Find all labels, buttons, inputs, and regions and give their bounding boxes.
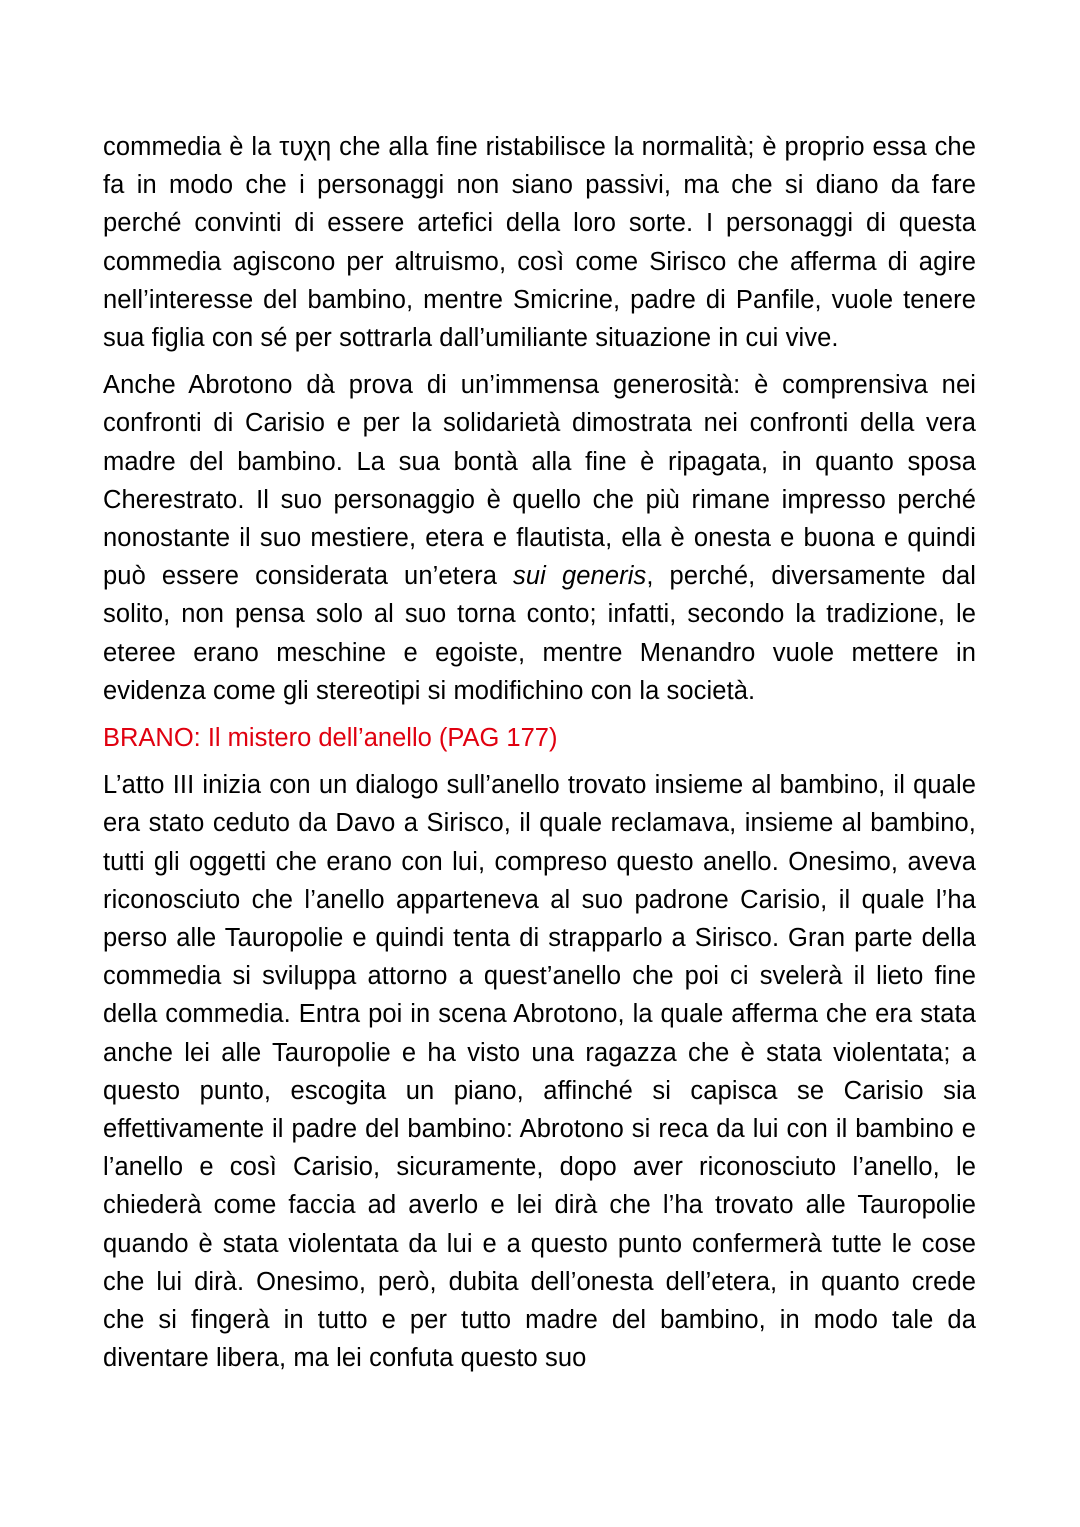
paragraph-abrotono-text-2: , perché, diversamente dal solito, non pensa solo al suo torna conto; infatti, secondo la tradizione, le eteree erano meschine e egoiste, mentre Menandro vuole mettere in evidenza come gli stereotipi si modifichino con la società. [103, 562, 976, 705]
document-page [103, 128, 976, 1378]
paragraph-abrotono [103, 366, 976, 710]
paragraph-abrotono-text-1: Anche Abrotono dà prova di un’immensa generosità: è comprensiva nei confronti di Carisio e per la solidarietà dimostrata nei confronti della vera madre del bambino. La sua bontà alla fine è ripagata, in quanto sposa Cherestrato. Il suo personaggio è quello che più rimane impresso perché nonostante il suo mestiere, etera e flautista, ella è onesta e buona e quindi può essere considerata un’etera [103, 371, 976, 591]
paragraph-commedia-tyche: commedia è la τυχη che alla fine ristabilisce la normalità; è proprio essa che fa in modo che i personaggi non siano passivi, ma che si diano da fare perché convinti di essere artefici della loro sorte. I personaggi di questa commedia agiscono per altruismo, così come Sirisco che afferma di agire nell’interesse del bambino, mentre Smicrine, padre di Panfile, vuole tenere sua figlia con sé per sottrarla dall’umiliante situazione in cui vive. [103, 133, 976, 353]
paragraph-atto-terzo: L’atto III inizia con un dialogo sull’anello trovato insieme al bambino, il quale era stato ceduto da Davo a Sirisco, il quale reclamava, insieme al bambino, tutti gli oggetti che erano con lui, compreso questo anello. Onesimo, aveva riconosciuto che l’anello apparteneva al suo padrone Carisio, il quale l’ha perso alle Tauropolie e quindi tenta di strapparlo a Sirisco. Gran parte della commedia si sviluppa attorno a quest’anello che poi ci svelerà il lieto fine della commedia. Entra poi in scena Abrotono, la quale afferma che era stata anche lei alle Tauropolie e ha visto una ragazza che è stata violentata; a questo punto, escogita un piano, affinché si capisca se Carisio sia effettivamente il padre del bambino: Abrotono si reca da lui con il bambino e l’anello e così Carisio, sicuramente, dopo aver riconosciuto l’anello, le chiederà come faccia ad averlo e lei dirà che l’ha trovato alle Tauropolie quando è stata violentata da lui e a questo punto confermerà tutte le cose che lui dirà. Onesimo, però, dubita dell’onesta dell’etera, in quanto crede che si fingerà in tutto e per tutto madre del bambino, in modo tale da diventare libera, ma lei confuta questo suo [103, 771, 976, 1373]
italic-sui-generis: sui generis [513, 562, 647, 591]
section-heading-brano: BRANO: Il mistero dell’anello (PAG 177) [103, 724, 558, 753]
